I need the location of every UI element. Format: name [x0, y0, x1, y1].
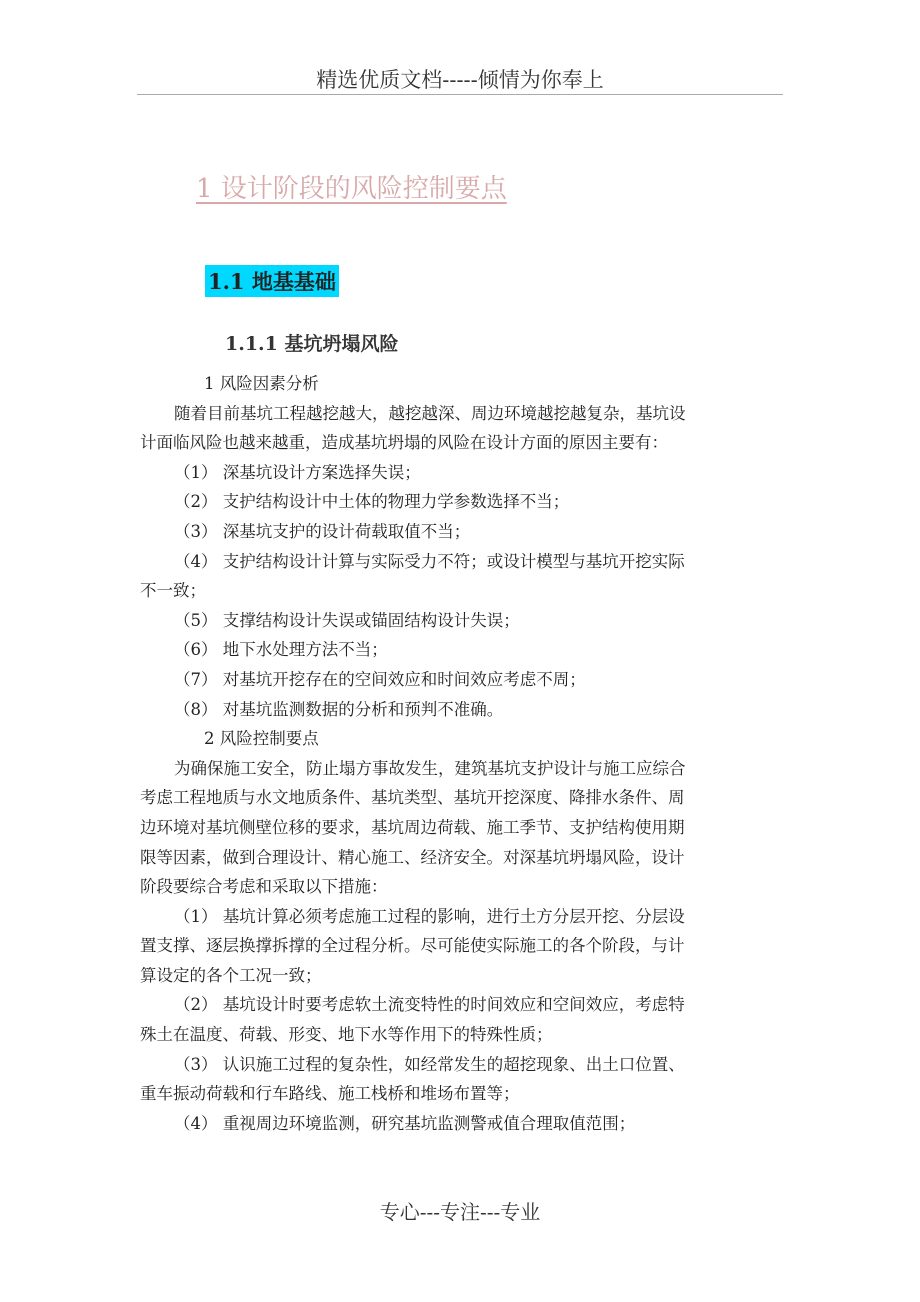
text-line: （4） 重视周边环境监测，研究基坑监测警戒值合理取值范围； [174, 1113, 636, 1133]
text-line: 重车振动荷载和行车路线、施工栈桥和堆场布置等； [140, 1084, 520, 1104]
text-line: 置支撑、逐层换撑拆撑的全过程分析。尽可能使实际施工的各个阶段，与计 [140, 936, 685, 956]
text-line: 随着目前基坑工程越挖越大，越挖越深、周边环境越挖越复杂，基坑设 [174, 403, 686, 423]
header-divider [137, 94, 783, 95]
text-line: 为确保施工安全，防止塌方事故发生，建筑基坑支护设计与施工应综合 [174, 758, 686, 778]
text-line: 阶段要综合考虑和采取以下措施： [140, 877, 388, 897]
text-line: （1） 基坑计算必须考虑施工过程的影响，进行土方分层开挖、分层设 [174, 906, 685, 926]
text-line: 不一致； [140, 581, 206, 601]
text-line: （6） 地下水处理方法不当； [174, 640, 388, 660]
heading-3: 1.1.1 基坑坍塌风险 [225, 333, 399, 355]
text-line: （2） 基坑设计时要考虑软土流变特性的时间效应和空间效应，考虑特 [174, 995, 685, 1015]
heading-2: 1.1 地基基础 [205, 265, 339, 297]
body-text [140, 369, 780, 1138]
heading-1: 1 设计阶段的风险控制要点 [196, 174, 507, 204]
text-line: 计面临风险也越来越重，造成基坑坍塌的风险在设计方面的原因主要有： [140, 433, 668, 453]
text-line: （7） 对基坑开挖存在的空间效应和时间效应考虑不周； [174, 669, 586, 689]
text-line: 2 风险控制要点 [204, 729, 319, 749]
text-line: 边环境对基坑侧壁位移的要求，基坑周边荷载、施工季节、支护结构使用期 [140, 817, 685, 837]
text-line: 限等因素，做到合理设计、精心施工、经济安全。对深基坑坍塌风险，设计 [140, 847, 685, 867]
text-line: 殊土在温度、荷载、形变、地下水等作用下的特殊性质； [140, 1025, 553, 1045]
page-footer: 专心---专注---专业 [379, 1200, 541, 1224]
text-line: 算设定的各个工况一致； [140, 965, 322, 985]
text-line: （5） 支撑结构设计失误或锚固结构设计失误； [174, 610, 520, 630]
text-line: 1 风险因素分析 [204, 374, 319, 393]
text-line: （3） 认识施工过程的复杂性，如经常发生的超挖现象、出土口位置、 [174, 1054, 685, 1074]
text-line: 考虑工程地质与水文地质条件、基坑类型、基坑开挖深度、降排水条件、周 [140, 788, 685, 808]
page-header: 精选优质文档-----倾情为你奉上 [316, 68, 604, 92]
text-line: （3） 深基坑支护的设计荷载取值不当； [174, 521, 471, 541]
text-line: （1） 深基坑设计方案选择失误； [174, 462, 421, 482]
text-line: （8） 对基坑监测数据的分析和预判不准确。 [174, 699, 504, 719]
text-line: （2） 支护结构设计中土体的物理力学参数选择不当； [174, 492, 570, 512]
text-line: （4） 支护结构设计计算与实际受力不符；或设计模型与基坑开挖实际 [174, 551, 685, 571]
